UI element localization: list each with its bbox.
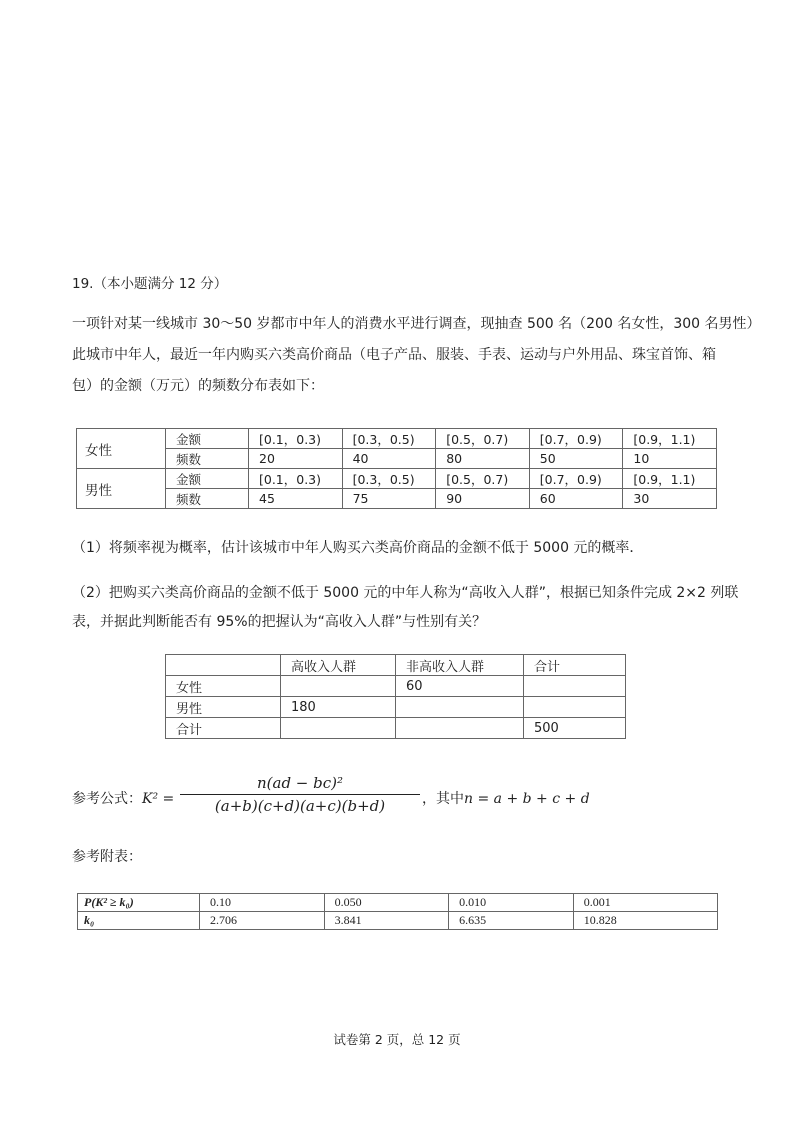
formula-numerator: n(ad − bc)² — [180, 774, 420, 795]
row-label: 女性 — [166, 676, 281, 697]
question-title: 19.（本小题满分 12 分） — [72, 276, 228, 292]
table-cell: 60 — [396, 676, 524, 697]
freq-cell: 40 — [342, 449, 436, 469]
freq-label: 频数 — [166, 449, 249, 469]
header-cell: 非高收入人群 — [396, 655, 524, 676]
interval-cell: [0.9，1.1) — [623, 469, 717, 489]
interval-cell: [0.9，1.1) — [623, 429, 717, 449]
table-cell: 180 — [281, 697, 396, 718]
freq-cell: 50 — [529, 449, 623, 469]
table-cell: 2.706 — [200, 912, 325, 930]
formula-rhs — [422, 788, 590, 808]
probability-label: P(K² ≥ k₀) — [78, 894, 200, 912]
formula-k-squared: K² = — [142, 791, 175, 807]
amount-label: 金额 — [166, 429, 249, 449]
table-cell: 6.635 — [449, 912, 574, 930]
interval-cell: [0.5，0.7) — [436, 429, 530, 449]
table-row — [77, 429, 717, 449]
table-cell: 0.10 — [200, 894, 325, 912]
table-row — [166, 718, 626, 739]
amount-label: 金额 — [166, 469, 249, 489]
table-cell: 0.001 — [573, 894, 717, 912]
table-row — [77, 449, 717, 469]
part-2-line-1: （2）把购买六类高价商品的金额不低于 5000 元的中年人称为“高收入人群”，根据已知条件完成 2×2 列联 — [72, 585, 739, 601]
table-cell — [524, 676, 626, 697]
intro-line-2: 此城市中年人，最近一年内购买六类高价商品（电子产品、服装、手表、运动与户外用品、珠宝首饰、箱 — [72, 347, 716, 363]
table-cell: 0.050 — [324, 894, 449, 912]
group-male: 男性 — [77, 469, 166, 509]
table-cell — [281, 676, 396, 697]
formula-rhs-prefix: ，其中 — [422, 791, 464, 807]
k0-label: k₀ — [78, 912, 200, 930]
table-cell — [524, 697, 626, 718]
table-cell: 3.841 — [324, 912, 449, 930]
table-row — [166, 655, 626, 676]
part-2-line-2: 表，并据此判断能否有 95%的把握认为“高收入人群”与性别有关？ — [72, 614, 487, 630]
reference-table-label: 参考附表： — [72, 849, 142, 865]
formula-denominator: (a+b)(c+d)(a+c)(b+d) — [214, 797, 386, 815]
intro-line-1: 一项针对某一线城市 30～50 岁都市中年人的消费水平进行调查，现抽查 500 名（200 名女性，300 名男性） — [72, 316, 761, 332]
freq-cell: 75 — [342, 489, 436, 509]
interval-cell: [0.7，0.9) — [529, 469, 623, 489]
intro-line-3: 包）的金额（万元）的频数分布表如下： — [72, 378, 324, 394]
page-footer: 试卷第 2 页，总 12 页 — [333, 1032, 461, 1047]
table-cell: 500 — [524, 718, 626, 739]
table-cell — [281, 718, 396, 739]
interval-cell: [0.7，0.9) — [529, 429, 623, 449]
interval-cell: [0.5，0.7) — [436, 469, 530, 489]
group-female: 女性 — [77, 429, 166, 469]
table-row — [166, 697, 626, 718]
frequency-table — [76, 428, 717, 509]
freq-cell: 10 — [623, 449, 717, 469]
formula-n-definition: n = a + b + c + d — [464, 791, 590, 807]
header-cell: 高收入人群 — [281, 655, 396, 676]
table-row — [166, 676, 626, 697]
table-cell: 0.010 — [449, 894, 574, 912]
interval-cell: [0.3，0.5) — [342, 429, 436, 449]
freq-cell: 20 — [249, 449, 343, 469]
freq-cell: 80 — [436, 449, 530, 469]
freq-cell: 60 — [529, 489, 623, 509]
table-cell: 10.828 — [573, 912, 717, 930]
header-cell: 合计 — [524, 655, 626, 676]
freq-cell: 30 — [623, 489, 717, 509]
header-cell — [166, 655, 281, 676]
formula-label: 参考公式： — [72, 791, 142, 807]
table-row — [78, 912, 718, 930]
freq-cell: 90 — [436, 489, 530, 509]
table-cell — [396, 718, 524, 739]
freq-cell: 45 — [249, 489, 343, 509]
formula-fraction — [180, 774, 420, 815]
formula-lhs — [72, 788, 174, 808]
row-label: 合计 — [166, 718, 281, 739]
table-row — [77, 489, 717, 509]
row-label: 男性 — [166, 697, 281, 718]
critical-value-table — [77, 893, 718, 930]
part-1-text: （1）将频率视为概率，估计该城市中年人购买六类高价商品的金额不低于 5000 元的概率． — [72, 540, 644, 556]
interval-cell: [0.1，0.3) — [249, 469, 343, 489]
table-cell — [396, 697, 524, 718]
interval-cell: [0.1，0.3) — [249, 429, 343, 449]
contingency-table — [165, 654, 626, 739]
freq-label: 频数 — [166, 489, 249, 509]
table-row — [78, 894, 718, 912]
interval-cell: [0.3，0.5) — [342, 469, 436, 489]
table-row — [77, 469, 717, 489]
